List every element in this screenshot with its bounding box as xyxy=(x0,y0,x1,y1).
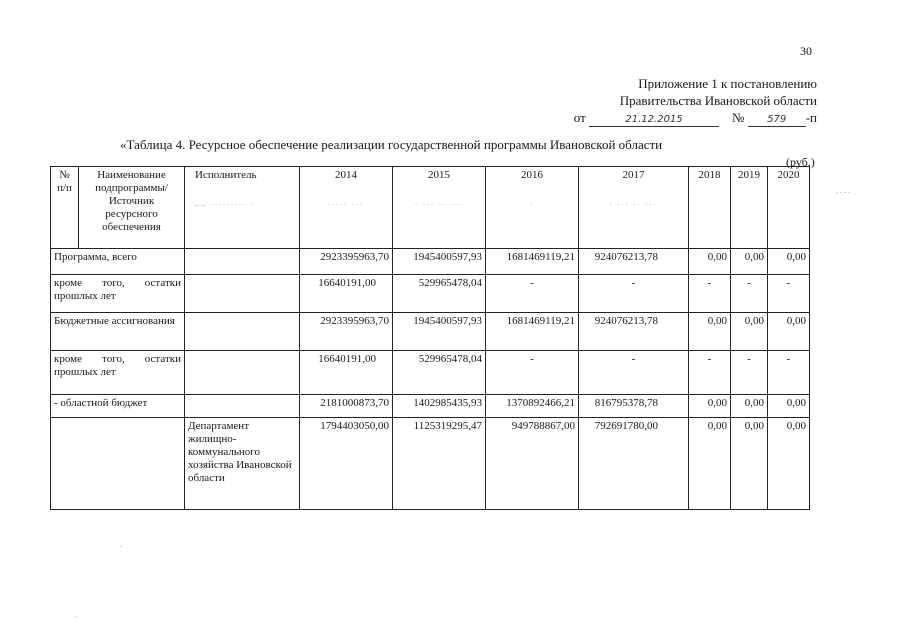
row-executor: Департамент жилищно-коммунального хозяйства Ивановской области xyxy=(185,418,300,510)
cell-value: 1125319295,47 xyxy=(393,418,486,510)
cell-value: - xyxy=(689,351,731,395)
table-row xyxy=(51,275,810,313)
cell-value: 816795378,78 xyxy=(579,395,689,418)
cell-value: - xyxy=(486,351,579,395)
row-name: кроме того, остатки прошлых лет xyxy=(51,275,185,313)
cell-value: 16640191,00 xyxy=(300,351,393,395)
appendix-line-2: Правительства Ивановской области xyxy=(619,93,817,108)
scan-speck: . xyxy=(75,610,77,619)
cell-value: 0,00 xyxy=(768,395,810,418)
row-executor xyxy=(185,313,300,351)
table-row xyxy=(51,351,810,395)
table-row xyxy=(51,395,810,418)
row-name xyxy=(51,418,185,510)
scan-speck: . . . . xyxy=(836,186,850,195)
cell-value: 2923395963,70 xyxy=(300,249,393,275)
cell-value: - xyxy=(731,275,768,313)
cell-value: 924076213,78 xyxy=(579,249,689,275)
cell-value: 0,00 xyxy=(731,395,768,418)
cell-value: 2181000873,70 xyxy=(300,395,393,418)
cell-value: - xyxy=(689,275,731,313)
cell-value: 0,00 xyxy=(731,249,768,275)
number-suffix: -п xyxy=(805,110,817,125)
header-year: 2020 xyxy=(768,167,810,249)
table-row xyxy=(51,313,810,351)
cell-value: - xyxy=(486,275,579,313)
row-name: кроме того, остатки прошлых лет xyxy=(51,351,185,395)
cell-value: 2923395963,70 xyxy=(300,313,393,351)
resource-table xyxy=(50,166,810,510)
cell-value: 1370892466,21 xyxy=(486,395,579,418)
row-executor xyxy=(185,395,300,418)
cell-value: 529965478,04 xyxy=(393,275,486,313)
table-row xyxy=(51,418,810,510)
appendix-line-1: Приложение 1 к постановлению xyxy=(638,76,817,91)
cell-value: 924076213,78 xyxy=(579,313,689,351)
page-number: 30 xyxy=(800,44,812,58)
cell-value: - xyxy=(768,275,810,313)
cell-value: 1402985435,93 xyxy=(393,395,486,418)
header-num: № п/п xyxy=(51,167,79,249)
cell-value: 16640191,00 xyxy=(300,275,393,313)
cell-value: - xyxy=(731,351,768,395)
number-label: № xyxy=(732,110,745,125)
row-executor xyxy=(185,351,300,395)
cell-value: 0,00 xyxy=(689,249,731,275)
cell-value: 0,00 xyxy=(689,418,731,510)
cell-value: 1681469119,21 xyxy=(486,313,579,351)
cell-value: 529965478,04 xyxy=(393,351,486,395)
cell-value: 1681469119,21 xyxy=(486,249,579,275)
header-row xyxy=(51,167,810,249)
cell-value: 0,00 xyxy=(689,395,731,418)
cell-value: 792691780,00 xyxy=(579,418,689,510)
appendix-header xyxy=(574,75,817,127)
row-name: Программа, всего xyxy=(51,249,185,275)
cell-value: 0,00 xyxy=(689,313,731,351)
cell-value: 0,00 xyxy=(768,313,810,351)
cell-value: 0,00 xyxy=(768,418,810,510)
header-executor: Исполнитель __ ......... . xyxy=(185,167,300,249)
cell-value: 0,00 xyxy=(731,418,768,510)
row-executor xyxy=(185,249,300,275)
header-year: 2014 ..... ... xyxy=(300,167,393,249)
from-label: от xyxy=(573,110,586,125)
cell-value: 1945400597,93 xyxy=(393,313,486,351)
table-title: «Таблица 4. Ресурсное обеспечение реализации государственной программы Ивановской области xyxy=(120,137,663,152)
cell-value: - xyxy=(579,351,689,395)
cell-value: 1945400597,93 xyxy=(393,249,486,275)
cell-value: 949788867,00 xyxy=(486,418,579,510)
cell-value: - xyxy=(579,275,689,313)
row-name: Бюджетные ассигнования xyxy=(51,313,185,351)
row-name: - областной бюджет xyxy=(51,395,185,418)
header-year: 2019 xyxy=(731,167,768,249)
table-row xyxy=(51,249,810,275)
currency-unit: (руб.) xyxy=(786,155,815,169)
cell-value: - xyxy=(768,351,810,395)
header-year: 2016 . xyxy=(486,167,579,249)
cell-value: 1794403050,00 xyxy=(300,418,393,510)
date-handwritten: 21.12.2015 xyxy=(589,113,719,127)
header-year: 2018 xyxy=(689,167,731,249)
header-name: Наименование подпрограммы/ Источник ресурсного обеспечения xyxy=(79,167,185,249)
row-executor xyxy=(185,275,300,313)
number-handwritten: 579 xyxy=(748,113,806,127)
cell-value: 0,00 xyxy=(768,249,810,275)
header-year: 2015 . ... .. ... xyxy=(393,167,486,249)
appendix-line-3 xyxy=(574,109,817,127)
header-year: 2017 . ... .. ... xyxy=(579,167,689,249)
cell-value: 0,00 xyxy=(731,313,768,351)
scan-speck: . xyxy=(120,540,122,549)
